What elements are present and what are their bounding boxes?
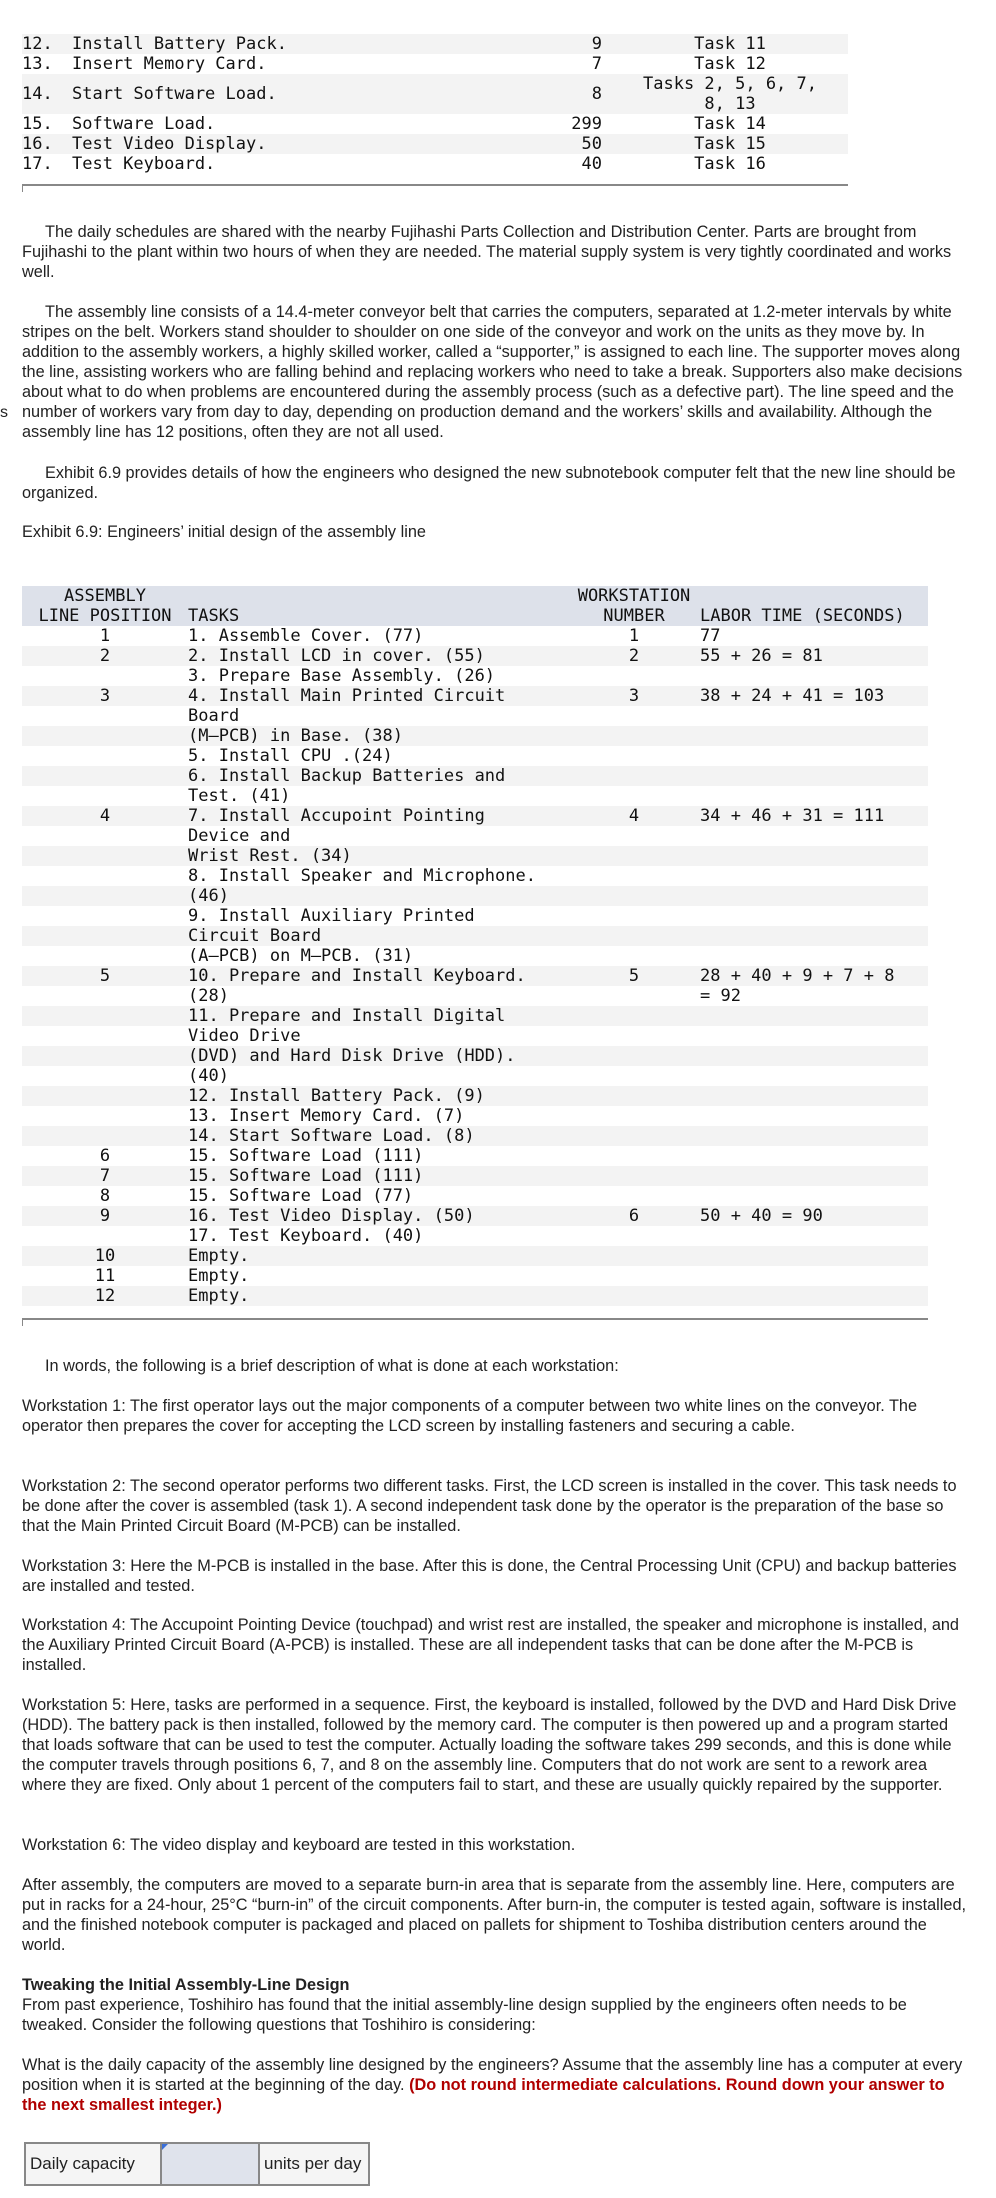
labor-time-empty bbox=[700, 666, 928, 686]
workstation-empty bbox=[568, 846, 700, 866]
task-line: 10. Prepare and Install Keyboard. bbox=[188, 966, 568, 986]
paragraph-workstation-4: Workstation 4: The Accupoint Pointing Device (touchpad) and wrist rest are installed, the speaker and microphone is installed, and the Auxiliary Printed Circuit Board (A-PCB) is installed. These are all independent tasks that can be done after the M-PCB is installed. bbox=[22, 1616, 959, 1674]
task-line: 15. Software Load (77) bbox=[188, 1186, 414, 1206]
paragraph-after-assembly: After assembly, the computers are moved to a separate burn-in area that is separate from the assembly line. Here, computers are put in racks for a 24-hour, 25°C “burn-in” of the circuit components. After burn-in, the computer is tested again, software is installed, and the finished notebook computer is packaged and placed on pallets for shipment to Toshiba distribution centers around the world. bbox=[22, 1876, 967, 1954]
labor-time bbox=[700, 1266, 928, 1286]
line-position: 4 bbox=[22, 806, 188, 826]
labor-time-empty bbox=[700, 926, 928, 946]
task-line: 17. Test Keyboard. (40) bbox=[188, 1226, 424, 1246]
task-name: Insert Memory Card. bbox=[72, 54, 267, 74]
task-precedence-table bbox=[22, 34, 848, 174]
task-line: 15. Software Load (111) bbox=[188, 1166, 568, 1186]
workstation-empty bbox=[568, 886, 700, 906]
line-position-empty bbox=[22, 886, 188, 906]
line-position: 6 bbox=[99, 1146, 111, 1166]
line-position: 10 bbox=[22, 1246, 188, 1266]
table-row bbox=[22, 686, 928, 706]
workstation-empty bbox=[568, 946, 700, 966]
table-row bbox=[22, 726, 928, 746]
labor-time: 38 + 24 + 41 = 103 bbox=[700, 686, 928, 706]
labor-time: 77 bbox=[700, 626, 721, 646]
line-position: 12 bbox=[22, 1286, 188, 1306]
line-position-empty bbox=[22, 786, 188, 806]
table-row bbox=[22, 766, 928, 786]
table-row bbox=[22, 154, 848, 174]
table-row bbox=[22, 866, 928, 886]
workstation-empty bbox=[568, 906, 700, 926]
header-tasks: TASKS bbox=[188, 586, 568, 626]
task-name: Test Keyboard. bbox=[72, 154, 216, 174]
line-position-empty bbox=[22, 1006, 188, 1026]
answer-table bbox=[24, 2142, 370, 2186]
task-predecessor bbox=[612, 114, 848, 134]
daily-capacity-label: Daily capacity bbox=[25, 2143, 161, 2185]
table-row bbox=[22, 806, 928, 826]
table-row bbox=[22, 1206, 928, 1226]
paragraph-workstation-5: Workstation 5: Here, tasks are performed in a sequence. First, the keyboard is installed, followed by the DVD and Hard Disk Drive (HDD). The battery pack is then installed, followed by the memory card. The computer is then powered up and a program started that loads software that can be used to test the computer. Actually loading the software takes 299 seconds, and this is done while the computer travels through positions 6, 7, and 8 on the assembly line. Computers that do not work are sent to a rework area where they are fixed. Only about 1 percent of the computers fail to start, and these are usually quickly repaired by the supporter. bbox=[22, 1696, 957, 1794]
exhibit-title: Exhibit 6.9: Engineers’ initial design of the assembly line bbox=[22, 523, 426, 541]
line-position-empty bbox=[22, 1066, 188, 1086]
line-position-empty bbox=[22, 1126, 188, 1146]
workstation-empty bbox=[568, 866, 700, 886]
table-row bbox=[22, 1006, 928, 1026]
task-time: 9 bbox=[472, 34, 612, 54]
task-line: (46) bbox=[188, 886, 568, 906]
line-position-empty bbox=[22, 826, 188, 846]
table-row bbox=[22, 826, 928, 846]
task-predecessor bbox=[612, 74, 848, 114]
question-instruction: (Do not round intermediate calculations. Round down your answer to the next smallest integer.) bbox=[22, 2076, 945, 2114]
line-position: 2 bbox=[22, 646, 188, 666]
paragraph-workstation-2: Workstation 2: The second operator performs two different tasks. First, the LCD screen is installed in the cover. This task needs to be done after the cover is assembled (task 1). A second independent task done by the operator is the preparation of the base so that the Main Printed Circuit Board (M-PCB) can be installed. bbox=[22, 1477, 957, 1535]
task-line: 8. Install Speaker and Microphone. bbox=[188, 866, 536, 886]
predecessor-line: 8, 13 bbox=[704, 94, 756, 114]
question-text bbox=[22, 2055, 972, 2115]
task-line: Empty. bbox=[188, 1246, 568, 1266]
labor-time-empty bbox=[700, 1226, 928, 1246]
task-line: 1. Assemble Cover. (77) bbox=[188, 626, 424, 646]
labor-time bbox=[700, 1246, 928, 1266]
task-predecessor bbox=[612, 154, 848, 174]
table-row bbox=[22, 926, 928, 946]
labor-time-empty bbox=[700, 746, 928, 766]
line-position-empty bbox=[22, 926, 188, 946]
workstation-empty bbox=[568, 666, 700, 686]
labor-time-empty bbox=[700, 766, 928, 786]
task-predecessor bbox=[612, 34, 848, 54]
table-row bbox=[22, 114, 848, 134]
task-line: 6. Install Backup Batteries and bbox=[188, 766, 568, 786]
workstation-empty bbox=[568, 826, 700, 846]
line-position-empty bbox=[22, 1026, 188, 1046]
line-position: 11 bbox=[94, 1266, 116, 1286]
line-position: 3 bbox=[22, 686, 188, 706]
workstation-empty bbox=[568, 1066, 700, 1086]
table-row bbox=[22, 1186, 928, 1206]
workstation-number: 1 bbox=[628, 626, 640, 646]
table-row bbox=[22, 54, 848, 74]
workstation-number bbox=[568, 1186, 700, 1206]
paragraph-assembly-line: The assembly line consists of a 14.4-meter conveyor belt that carries the computers, separated at 1.2-meter intervals by white stripes on the belt. Workers stand shoulder to shoulder on one side of the conveyor and work on the units as they move by. In addition to the assembly workers, a highly skilled worker, called a “supporter,” is assigned to each line. The supporter moves along the line, assisting workers who are falling behind and replacing workers who need to take a break. Supporters also make decisions about what to do when problems are encountered during the assembly process (such as a defective part). The line speed and the number of workers vary from day to day, depending on production demand and the workers’ skills and availability. Although the assembly line has 12 positions, often they are not all used. bbox=[22, 303, 963, 441]
task-line: 16. Test Video Display. (50) bbox=[188, 1206, 568, 1226]
table-row bbox=[22, 886, 928, 906]
workstation-number: 2 bbox=[568, 646, 700, 666]
table-row bbox=[22, 1086, 928, 1106]
task-number: 12. bbox=[22, 34, 72, 54]
section-heading: Tweaking the Initial Assembly-Line Design bbox=[22, 1976, 350, 1994]
workstation-number: 3 bbox=[568, 686, 700, 706]
daily-capacity-input[interactable] bbox=[162, 2144, 258, 2184]
table-row bbox=[22, 786, 928, 806]
predecessor-line: Task 14 bbox=[694, 114, 766, 134]
task-line: 7. Install Accupoint Pointing bbox=[188, 806, 568, 826]
task-predecessor bbox=[612, 134, 848, 154]
predecessor-line: Task 11 bbox=[694, 34, 766, 54]
line-position: 8 bbox=[99, 1186, 111, 1206]
paragraph-workstation-intro: In words, the following is a brief description of what is done at each workstation: bbox=[45, 1357, 619, 1375]
paragraph-exhibit-intro: Exhibit 6.9 provides details of how the engineers who designed the new subnotebook computer felt that the new line should be organized. bbox=[22, 464, 956, 502]
table-row bbox=[22, 1166, 928, 1186]
line-position-empty bbox=[22, 726, 188, 746]
assembly-line-table bbox=[22, 586, 928, 1306]
line-position-empty bbox=[22, 1226, 188, 1246]
labor-time-empty bbox=[700, 786, 928, 806]
table-row bbox=[22, 746, 928, 766]
workstation-empty bbox=[568, 1006, 700, 1026]
task-line: Empty. bbox=[188, 1266, 250, 1286]
units-label: units per day bbox=[259, 2143, 369, 2185]
labor-time-empty bbox=[700, 706, 928, 726]
task-name: Test Video Display. bbox=[72, 134, 472, 154]
task-line: Video Drive bbox=[188, 1026, 301, 1046]
labor-time-empty bbox=[700, 1086, 928, 1106]
line-position-empty bbox=[22, 1046, 188, 1066]
line-position-empty bbox=[22, 866, 188, 886]
task-line: (M–PCB) in Base. (38) bbox=[188, 726, 568, 746]
header-labor-time: LABOR TIME (SECONDS) bbox=[700, 586, 928, 626]
workstation-empty bbox=[568, 1026, 700, 1046]
line-position-empty bbox=[22, 706, 188, 726]
line-position-empty bbox=[22, 846, 188, 866]
table-row bbox=[22, 1046, 928, 1066]
workstation-empty bbox=[568, 986, 700, 1006]
table-row bbox=[22, 34, 848, 54]
task-line: 2. Install LCD in cover. (55) bbox=[188, 646, 568, 666]
labor-time bbox=[700, 1146, 928, 1166]
task-line: 11. Prepare and Install Digital bbox=[188, 1006, 568, 1026]
table-row bbox=[22, 1066, 928, 1086]
table-row bbox=[22, 1026, 928, 1046]
labor-time: 55 + 26 = 81 bbox=[700, 646, 928, 666]
task-line: 14. Start Software Load. (8) bbox=[188, 1126, 568, 1146]
workstation-empty bbox=[568, 926, 700, 946]
task-line: (40) bbox=[188, 1066, 229, 1086]
table-row bbox=[22, 74, 848, 114]
task-number: 14. bbox=[22, 74, 72, 114]
labor-time: = 92 bbox=[700, 986, 741, 1006]
table-row bbox=[22, 1106, 928, 1126]
line-position: 7 bbox=[22, 1166, 188, 1186]
task-line: 5. Install CPU .(24) bbox=[188, 746, 393, 766]
workstation-number bbox=[568, 1146, 700, 1166]
line-position: 1 bbox=[99, 626, 111, 646]
line-position-empty bbox=[22, 906, 188, 926]
task-time: 40 bbox=[581, 154, 602, 174]
line-position-empty bbox=[22, 746, 188, 766]
labor-time-empty bbox=[700, 846, 928, 866]
table-row bbox=[22, 1126, 928, 1146]
labor-time-empty bbox=[700, 1006, 928, 1026]
table-row bbox=[22, 1146, 928, 1166]
labor-time-empty bbox=[700, 906, 928, 926]
predecessor-line: Task 15 bbox=[694, 134, 766, 154]
table-rule-tick bbox=[22, 1318, 23, 1326]
table-row bbox=[22, 906, 928, 926]
task-line: 15. Software Load (111) bbox=[188, 1146, 424, 1166]
question-body: What is the daily capacity of the assembly line designed by the engineers? Assume that the assembly line has a computer at every position when it is started at the beginning of the day. bbox=[22, 2056, 963, 2094]
table-row bbox=[22, 966, 928, 986]
workstation-number bbox=[568, 1246, 700, 1266]
table-row bbox=[22, 1266, 928, 1286]
task-time: 299 bbox=[571, 114, 602, 134]
workstation-number: 5 bbox=[568, 966, 700, 986]
task-line: Circuit Board bbox=[188, 926, 568, 946]
task-predecessor bbox=[612, 54, 848, 74]
labor-time-empty bbox=[700, 1046, 928, 1066]
labor-time bbox=[700, 1166, 928, 1186]
labor-time-empty bbox=[700, 1066, 928, 1086]
table-row bbox=[22, 986, 928, 1006]
paragraph-daily-schedules: The daily schedules are shared with the nearby Fujihashi Parts Collection and Distribution Center. Parts are brought from Fujihashi to the plant within two hours of when they are needed. The material supply system is very tightly coordinated and works well. bbox=[22, 223, 952, 281]
labor-time-empty bbox=[700, 826, 928, 846]
labor-time-empty bbox=[700, 886, 928, 906]
task-time: 50 bbox=[472, 134, 612, 154]
workstation-empty bbox=[568, 1086, 700, 1106]
task-number: 17. bbox=[22, 154, 53, 174]
table-row bbox=[22, 626, 928, 646]
workstation-empty bbox=[568, 1126, 700, 1146]
task-name: Software Load. bbox=[72, 114, 216, 134]
labor-time-empty bbox=[700, 946, 928, 966]
table-row bbox=[22, 1226, 928, 1246]
table-rule-tick bbox=[22, 184, 23, 192]
task-line: 9. Install Auxiliary Printed bbox=[188, 906, 475, 926]
labor-time-empty bbox=[700, 726, 928, 746]
workstation-empty bbox=[568, 726, 700, 746]
paragraph-workstation-6: Workstation 6: The video display and keyboard are tested in this workstation. bbox=[22, 1836, 576, 1854]
header-workstation: WORKSTATION NUMBER bbox=[568, 586, 700, 626]
workstation-empty bbox=[568, 786, 700, 806]
task-line: 12. Install Battery Pack. (9) bbox=[188, 1086, 568, 1106]
table-row bbox=[22, 666, 928, 686]
task-number: 13. bbox=[22, 54, 53, 74]
table-row bbox=[22, 134, 848, 154]
task-number: 15. bbox=[22, 114, 53, 134]
table-row bbox=[22, 1286, 928, 1306]
workstation-empty bbox=[568, 1106, 700, 1126]
workstation-empty bbox=[568, 766, 700, 786]
line-position-empty bbox=[22, 766, 188, 786]
task-line: 4. Install Main Printed Circuit bbox=[188, 686, 568, 706]
task-name: Install Battery Pack. bbox=[72, 34, 472, 54]
line-position: 5 bbox=[22, 966, 188, 986]
workstation-empty bbox=[568, 706, 700, 726]
task-line: Wrist Rest. (34) bbox=[188, 846, 568, 866]
workstation-number bbox=[568, 1286, 700, 1306]
paragraph-tweaking: From past experience, Toshihiro has found that the initial assembly-line design supplied by the engineers often needs to be tweaked. Consider the following questions that Toshihiro is considering: bbox=[22, 1996, 907, 2034]
labor-time-empty bbox=[700, 1126, 928, 1146]
workstation-empty bbox=[568, 1046, 700, 1066]
margin-mark: s bbox=[0, 404, 8, 421]
predecessor-line: Task 12 bbox=[694, 54, 766, 74]
daily-capacity-cell[interactable] bbox=[161, 2143, 259, 2185]
line-position-empty bbox=[22, 666, 188, 686]
line-position-empty bbox=[22, 1086, 188, 1106]
workstation-empty bbox=[568, 1226, 700, 1246]
table-bottom-rule bbox=[22, 1318, 928, 1320]
labor-time-empty bbox=[700, 1106, 928, 1126]
task-line: (DVD) and Hard Disk Drive (HDD). bbox=[188, 1046, 568, 1066]
labor-time bbox=[700, 1186, 928, 1206]
table-row bbox=[22, 706, 928, 726]
workstation-number: 4 bbox=[568, 806, 700, 826]
labor-time-empty bbox=[700, 1026, 928, 1046]
task-line: Board bbox=[188, 706, 240, 726]
task-line: 3. Prepare Base Assembly. (26) bbox=[188, 666, 496, 686]
task-line: Test. (41) bbox=[188, 786, 291, 806]
labor-time: 50 + 40 = 90 bbox=[700, 1206, 928, 1226]
workstation-empty bbox=[568, 746, 700, 766]
line-position-empty bbox=[22, 1106, 188, 1126]
table-bottom-rule bbox=[22, 184, 848, 186]
task-line: (28) bbox=[188, 986, 229, 1006]
table-row bbox=[22, 646, 928, 666]
header-position: ASSEMBLY LINE POSITION bbox=[22, 586, 188, 626]
predecessor-line: Tasks 2, 5, 6, 7, bbox=[643, 74, 817, 94]
paragraph-workstation-1: Workstation 1: The first operator lays out the major components of a computer between two white lines on the conveyor. The operator then prepares the cover for accepting the LCD screen by installing fasteners and securing a cable. bbox=[22, 1397, 918, 1435]
workstation-number bbox=[568, 1166, 700, 1186]
task-line: Empty. bbox=[188, 1286, 568, 1306]
task-name: Start Software Load. bbox=[72, 74, 472, 114]
input-corner-marker bbox=[162, 2144, 168, 2150]
labor-time: 34 + 46 + 31 = 111 bbox=[700, 806, 928, 826]
labor-time bbox=[700, 1286, 928, 1306]
line-position: 9 bbox=[22, 1206, 188, 1226]
table-row bbox=[22, 1246, 928, 1266]
task-number: 16. bbox=[22, 134, 72, 154]
workstation-number: 6 bbox=[568, 1206, 700, 1226]
predecessor-line: Task 16 bbox=[694, 154, 766, 174]
labor-time-empty bbox=[700, 866, 928, 886]
table-row bbox=[22, 846, 928, 866]
task-line: 13. Insert Memory Card. (7) bbox=[188, 1106, 465, 1126]
task-time: 7 bbox=[591, 54, 602, 74]
workstation-number bbox=[568, 1266, 700, 1286]
line-position-empty bbox=[22, 946, 188, 966]
task-line: Device and bbox=[188, 826, 291, 846]
line-position-empty bbox=[22, 986, 188, 1006]
table-row bbox=[22, 946, 928, 966]
task-line: (A–PCB) on M–PCB. (31) bbox=[188, 946, 414, 966]
table-header-row bbox=[22, 586, 928, 626]
labor-time: 28 + 40 + 9 + 7 + 8 bbox=[700, 966, 928, 986]
task-time: 8 bbox=[472, 74, 612, 114]
paragraph-workstation-3: Workstation 3: Here the M-PCB is installed in the base. After this is done, the Central Processing Unit (CPU) and backup batteries are installed and tested. bbox=[22, 1557, 957, 1595]
